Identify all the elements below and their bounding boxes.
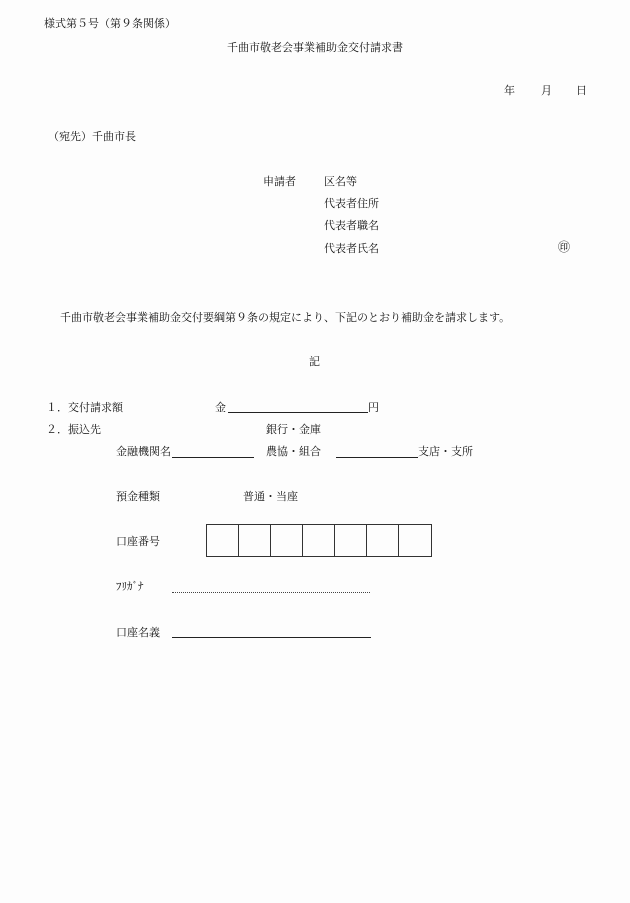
furigana-label: ﾌﾘｶﾞﾅ — [116, 580, 144, 593]
account-number-label: 口座番号 — [116, 535, 160, 548]
deposit-type-label: 預金種類 — [116, 490, 160, 503]
account-digit-box[interactable] — [271, 525, 303, 556]
amount-field[interactable] — [228, 412, 368, 413]
account-digit-box[interactable] — [303, 525, 335, 556]
furigana-field[interactable] — [172, 592, 370, 593]
institution-label: 金融機関名 — [116, 445, 171, 458]
account-name-label: 口座名義 — [116, 626, 160, 639]
account-digit-box[interactable] — [239, 525, 271, 556]
amount-suffix: 円 — [368, 401, 379, 414]
account-digit-box[interactable] — [335, 525, 367, 556]
bank-types: 銀行・金庫 — [266, 423, 321, 436]
applicant-field-title: 代表者職名 — [324, 219, 379, 232]
applicant-field-district: 区名等 — [324, 175, 357, 188]
form-number: 様式第５号（第９条関係） — [44, 17, 176, 30]
account-digit-box[interactable] — [207, 525, 239, 556]
item1-label: １．交付請求額 — [46, 401, 123, 414]
date-year: 年 — [504, 84, 515, 97]
account-digit-box[interactable] — [399, 525, 431, 556]
branch-field[interactable] — [336, 457, 418, 458]
applicant-field-name: 代表者氏名 — [324, 242, 379, 255]
date-month: 月 — [541, 84, 552, 97]
account-name-field[interactable] — [172, 637, 371, 638]
body-text: 千曲市敬老会事業補助金交付要綱第９条の規定により、下記のとおり補助金を請求します。 — [60, 311, 511, 324]
seal-mark: ㊞ — [558, 240, 571, 254]
institution-field[interactable] — [172, 457, 254, 458]
deposit-type-options[interactable]: 普通・当座 — [243, 490, 298, 503]
amount-prefix: 金 — [215, 401, 226, 414]
ki-heading: 記 — [309, 355, 320, 368]
form-title: 千曲市敬老会事業補助金交付請求書 — [227, 41, 403, 54]
applicant-label: 申請者 — [263, 175, 296, 188]
applicant-field-address: 代表者住所 — [324, 197, 379, 210]
addressee: （宛先）千曲市長 — [48, 130, 136, 143]
coop-types: 農協・組合 — [266, 445, 321, 458]
item2-label: ２．振込先 — [46, 423, 101, 436]
date-day: 日 — [576, 84, 587, 97]
account-number-boxes — [206, 524, 432, 557]
account-digit-box[interactable] — [367, 525, 399, 556]
branch-types: 支店・支所 — [418, 445, 473, 458]
